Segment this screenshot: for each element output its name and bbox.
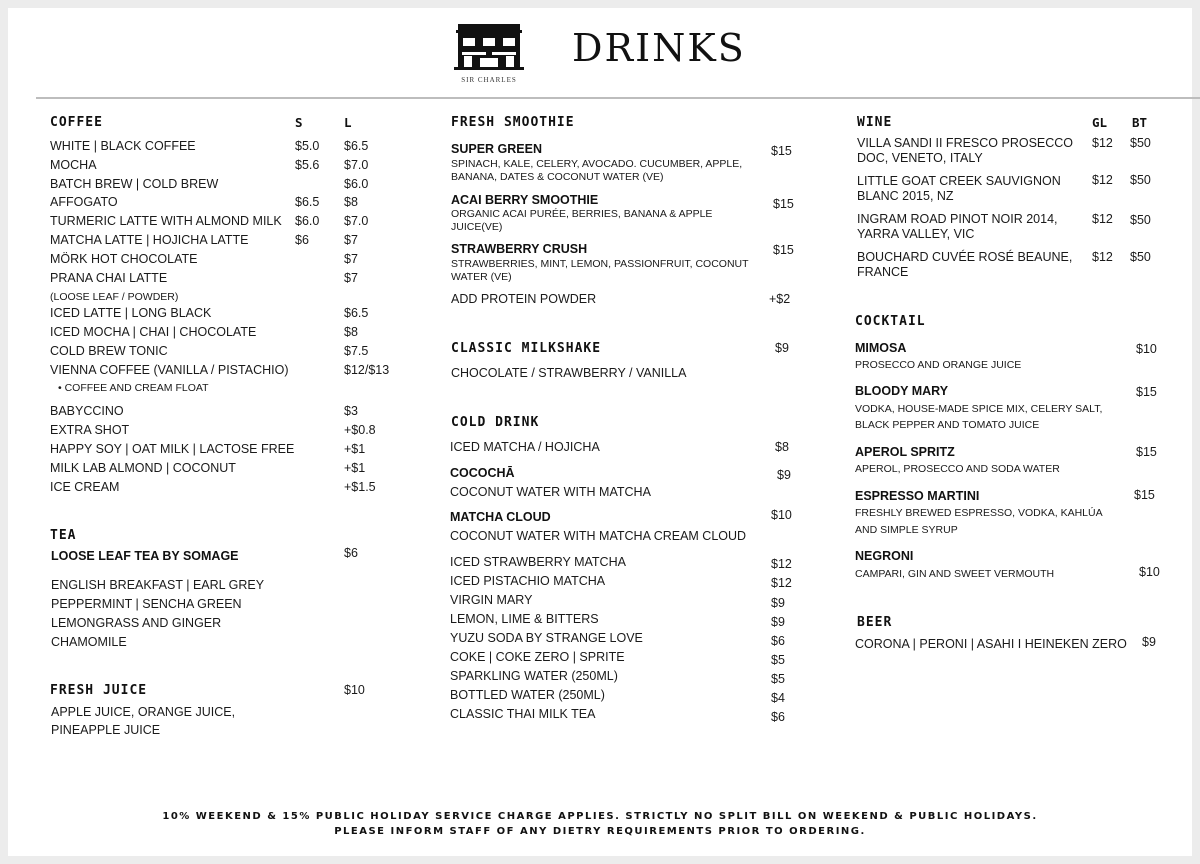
smoothie-description: ORGANIC ACAI PURÉE, BERRIES, BANANA & APPLE JUICE(VE) (451, 208, 713, 233)
smoothie-name: SUPER GREEN (451, 142, 542, 156)
menu-item-price-large: $6.5 (344, 306, 369, 320)
menu-item-name: EXTRA SHOT (50, 423, 130, 437)
menu-item-price-large: +$1 (344, 461, 366, 475)
smoothie-name: STRAWBERRY CRUSH (451, 242, 588, 256)
section-title: COCKTAIL (855, 314, 926, 329)
menu-item-price-large: $7 (344, 271, 358, 285)
smoothie-description: SPINACH, KALE, CELERY, AVOCADO. CUCUMBER, APPLE, BANANA, DATES & COCONUT WATER (VE) (451, 158, 743, 183)
wine-price-bottle: $50 (1130, 250, 1151, 264)
section-title: WINE (857, 115, 893, 130)
menu-item-name: ICED MOCHA | CHAI | CHOCOLATE (50, 325, 257, 339)
smoothie-price: $15 (773, 197, 794, 211)
menu-item-price-large: $8 (344, 325, 358, 339)
menu-item-description: COCONUT WATER WITH MATCHA (450, 485, 651, 499)
cocktail-price: $10 (1139, 565, 1160, 579)
menu-item-name: LEMON, LIME & BITTERS (450, 612, 599, 626)
menu-item-name: YUZU SODA BY STRANGE LOVE (450, 631, 643, 645)
menu-item-price-large: +$0.8 (344, 423, 376, 437)
section-title: COLD DRINK (451, 415, 540, 430)
menu-item-name: PRANA CHAI LATTE (50, 271, 168, 285)
menu-item-name: MATCHA LATTE | HOJICHA LATTE (50, 233, 249, 247)
bullet-note-text: COFFEE AND CREAM FLOAT (64, 382, 209, 394)
menu-page (8, 8, 1192, 856)
wine-price-bottle: $50 (1130, 136, 1151, 150)
smoothie-description: STRAWBERRIES, MINT, LEMON, PASSIONFRUIT, COCONUT WATER (VE) (451, 258, 749, 283)
tea-line: PEPPERMINT | SENCHA GREEN (51, 597, 242, 611)
menu-item-name: COKE | COKE ZERO | SPRITE (450, 650, 625, 664)
addon-price: +$2 (769, 292, 791, 306)
menu-item-name: ICED STRAWBERRY MATCHA (450, 555, 626, 569)
menu-item-name: HAPPY SOY | OAT MILK | LACTOSE FREE (50, 442, 295, 456)
menu-item-price-large: $7.5 (344, 344, 369, 358)
wine-price-bottle: $50 (1130, 173, 1151, 187)
column-header-glass: GL (1092, 115, 1108, 130)
milkshake-flavours: CHOCOLATE / STRAWBERRY / VANILLA (451, 366, 687, 380)
footer-dietary-note: PLEASE INFORM STAFF OF ANY DIETRY REQUIREMENTS PRIOR TO ORDERING. (334, 826, 866, 837)
smoothie-price: $15 (773, 243, 794, 257)
cocktail-description: CAMPARI, GIN AND SWEET VERMOUTH (855, 568, 1055, 580)
beer-line: CORONA | PERONI | ASAHI I HEINEKEN ZERO (855, 637, 1127, 651)
menu-item-name: ICED MATCHA / HOJICHA (450, 440, 600, 454)
logo-text: SIR CHARLES (461, 76, 517, 84)
tea-line: ENGLISH BREAKFAST | EARL GREY (51, 578, 265, 592)
addon-name: ADD PROTEIN POWDER (451, 292, 597, 306)
menu-item-price: $8 (775, 440, 789, 454)
menu-item-price-large: +$1.5 (344, 480, 376, 494)
menu-item-price-small: $6 (295, 233, 309, 247)
menu-item-price-large: $7.0 (344, 214, 369, 228)
wine-name: YARRA VALLEY, VIC (857, 227, 975, 241)
cocktail-description: VODKA, HOUSE-MADE SPICE MIX, CELERY SALT, (855, 403, 1103, 415)
wine-price-glass: $12 (1092, 136, 1113, 150)
smoothie-name: ACAI BERRY SMOOTHIE (451, 193, 599, 207)
wine-name: BLANC 2015, NZ (857, 189, 954, 203)
menu-item-name: CLASSIC THAI MILK TEA (450, 707, 596, 721)
milkshake-price: $9 (775, 341, 789, 355)
menu-header (8, 8, 1192, 98)
wine-name: VILLA SANDI II FRESCO PROSECCO (857, 136, 1074, 150)
section-title: BEER (857, 615, 893, 630)
bullet-note: • COFFEE AND CREAM FLOAT (58, 382, 209, 394)
page-title: DRINKS (572, 26, 746, 70)
cocktail-description: APEROL, PROSECCO AND SODA WATER (855, 463, 1060, 475)
menu-item-price-small: $6.0 (295, 214, 320, 228)
sir-charles-logo (454, 22, 524, 88)
building-icon (454, 22, 524, 74)
menu-item-price: $6 (771, 634, 785, 648)
beer-price: $9 (1142, 635, 1156, 649)
section-title: COFFEE (50, 115, 103, 130)
menu-item-price-large: $7 (344, 252, 358, 266)
menu-item-price: $10 (771, 508, 792, 522)
menu-item-price: $9 (771, 615, 785, 629)
wine-price-glass: $12 (1092, 212, 1113, 226)
menu-item-name: ICED LATTE | LONG BLACK (50, 306, 212, 320)
wine-price-glass: $12 (1092, 250, 1113, 264)
menu-item-name: BABYCCINO (50, 404, 124, 418)
menu-item-name: MOCHA (50, 158, 97, 172)
menu-item-price: $12 (771, 557, 792, 571)
cocktail-description: AND SIMPLE SYRUP (855, 524, 958, 536)
menu-item-price-large: $6.5 (344, 139, 369, 153)
tea-subtitle: LOOSE LEAF TEA BY SOMAGE (51, 549, 239, 563)
wine-name: DOC, VENETO, ITALY (857, 151, 983, 165)
menu-item-description: COCONUT WATER WITH MATCHA CREAM CLOUD (450, 529, 747, 543)
section-title: FRESH JUICE (50, 683, 148, 698)
tea-price: $6 (344, 546, 358, 560)
menu-item-price-large: $7 (344, 233, 358, 247)
menu-item-name: MÖRK HOT CHOCOLATE (50, 252, 198, 266)
menu-item-price: $4 (771, 691, 785, 705)
header-divider (36, 97, 1200, 99)
menu-item-price-large: $12/$13 (344, 363, 390, 377)
cocktail-price: $15 (1136, 445, 1157, 459)
juice-price: $10 (344, 683, 365, 697)
menu-item-name: ICED PISTACHIO MATCHA (450, 574, 606, 588)
menu-item-price-small: $5.0 (295, 139, 320, 153)
wine-name: LITTLE GOAT CREEK SAUVIGNON (857, 174, 1061, 188)
menu-item-price: $5 (771, 653, 785, 667)
menu-item-price: $6 (771, 710, 785, 724)
section-title: CLASSIC MILKSHAKE (451, 341, 602, 356)
menu-item-price-large: +$1 (344, 442, 366, 456)
cocktail-name: APEROL SPRITZ (855, 445, 955, 459)
menu-item-name: SPARKLING WATER (250ML) (450, 669, 618, 683)
menu-item-name: VIENNA COFFEE (VANILLA / PISTACHIO) (50, 363, 289, 377)
column-header-large: L (344, 115, 352, 130)
menu-item-name: COCOCHĀ (450, 466, 515, 480)
smoothie-price: $15 (771, 144, 792, 158)
footer-service-charge: 10% WEEKEND & 15% PUBLIC HOLIDAY SERVICE CHARGE APPLIES. STRICTLY NO SPLIT BILL ON WEEKEND & PUBLIC HOLIDAYS. (162, 811, 1038, 822)
cocktail-price: $15 (1134, 488, 1155, 502)
menu-item-name: VIRGIN MARY (450, 593, 533, 607)
cocktail-name: ESPRESSO MARTINI (855, 489, 980, 503)
cocktail-price: $15 (1136, 385, 1157, 399)
menu-item-price-large: $7.0 (344, 158, 369, 172)
tea-line: CHAMOMILE (51, 635, 127, 649)
menu-item-note: (LOOSE LEAF / POWDER) (50, 291, 179, 303)
menu-item-price: $9 (771, 596, 785, 610)
menu-item-name: MATCHA CLOUD (450, 510, 551, 524)
wine-name: FRANCE (857, 265, 909, 279)
cocktail-description: BLACK PEPPER AND TOMATO JUICE (855, 419, 1040, 431)
section-title: TEA (50, 528, 77, 543)
menu-item-name: COLD BREW TONIC (50, 344, 168, 358)
cocktail-price: $10 (1136, 342, 1157, 356)
menu-item-price: $12 (771, 576, 792, 590)
menu-item-name: MILK LAB ALMOND | COCONUT (50, 461, 236, 475)
wine-name: BOUCHARD CUVÉE ROSÉ BEAUNE, (857, 250, 1073, 264)
tea-line: LEMONGRASS AND GINGER (51, 616, 222, 630)
column-header-small: S (295, 115, 303, 130)
menu-item-price: $9 (777, 468, 791, 482)
cocktail-description: FRESHLY BREWED ESPRESSO, VODKA, KAHLÚA (855, 507, 1103, 519)
menu-item-name: ICE CREAM (50, 480, 120, 494)
cocktail-name: MIMOSA (855, 341, 907, 355)
juice-line: APPLE JUICE, ORANGE JUICE, (51, 705, 236, 719)
menu-item-price: $5 (771, 672, 785, 686)
section-title: FRESH SMOOTHIE (451, 115, 575, 130)
menu-item-name: AFFOGATO (50, 195, 118, 209)
menu-item-name: BATCH BREW | COLD BREW (50, 177, 219, 191)
menu-item-price-small: $6.5 (295, 195, 320, 209)
column-header-bottle: BT (1132, 115, 1148, 130)
menu-item-name: TURMERIC LATTE WITH ALMOND MILK (50, 214, 282, 228)
juice-line: PINEAPPLE JUICE (51, 723, 161, 737)
wine-price-glass: $12 (1092, 173, 1113, 187)
cocktail-name: NEGRONI (855, 549, 914, 563)
menu-item-name: BOTTLED WATER (250ML) (450, 688, 605, 702)
menu-item-price-large: $6.0 (344, 177, 369, 191)
cocktail-name: BLOODY MARY (855, 384, 949, 398)
wine-name: INGRAM ROAD PINOT NOIR 2014, (857, 212, 1058, 226)
menu-item-price-small: $5.6 (295, 158, 320, 172)
wine-price-bottle: $50 (1130, 213, 1151, 227)
cocktail-description: PROSECCO AND ORANGE JUICE (855, 359, 1022, 371)
menu-item-name: WHITE | BLACK COFFEE (50, 139, 196, 153)
menu-item-price-large: $3 (344, 404, 358, 418)
menu-item-price-large: $8 (344, 195, 358, 209)
